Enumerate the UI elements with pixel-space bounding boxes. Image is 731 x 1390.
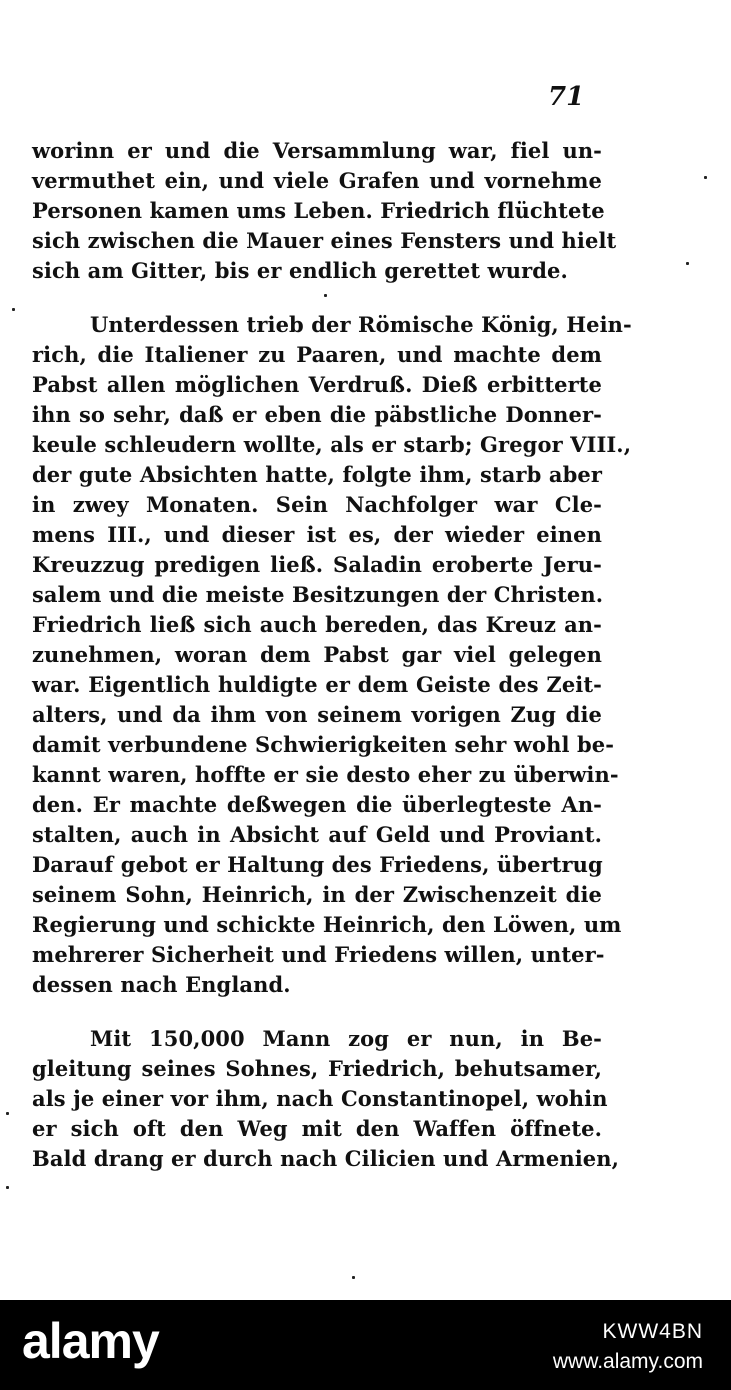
text-line: gleitung seines Sohnes, Friedrich, behutsamer, [32,1056,602,1081]
text-line: keule schleudern wollte, als er starb; Gregor VIII., [32,432,632,457]
text-line: mehrerer Sicherheit und Friedens willen, unter- [32,942,605,967]
text-line: vermuthet ein, und viele Grafen und vornehme [32,168,602,193]
watermark-footer [0,1300,731,1390]
text-line: dessen nach England. [32,972,291,997]
text-line: sich am Gitter, bis er endlich gerettet wurde. [32,258,568,283]
print-speck [324,294,327,297]
print-speck [704,176,707,179]
text-line: Mit 150,000 Mann zog er nun, in Be- [90,1026,602,1051]
watermark-url: www.alamy.com [552,1350,703,1373]
text-line: als je einer vor ihm, nach Constantinopel, wohin [32,1086,608,1111]
print-speck [12,308,15,311]
text-line: rich, die Italiener zu Paaren, und machte dem [32,342,602,367]
text-line: ihn so sehr, daß er eben die päbstliche Donner- [32,402,602,427]
text-line: er sich oft den Weg mit den Waffen öffnete. [32,1116,602,1141]
text-line: Personen kamen ums Leben. Friedrich flüchtete [32,198,605,223]
text-line: Darauf gebot er Haltung des Friedens, übertrug [32,852,603,877]
print-speck [686,262,689,265]
text-line: war. Eigentlich huldigte er dem Geiste des Zeit- [32,672,602,697]
text-line: sich zwischen die Mauer eines Fensters und hielt [32,228,617,253]
text-line: Friedrich ließ sich auch bereden, das Kreuz an- [32,612,602,637]
text-line: der gute Absichten hatte, folgte ihm, starb aber [32,462,602,487]
text-line: den. Er machte deßwegen die überlegteste An- [32,792,602,817]
text-line: Regierung und schickte Heinrich, den Löwen, um [32,912,622,937]
text-line: mens III., und dieser ist es, der wieder einen [32,522,602,547]
text-line: zunehmen, woran dem Pabst gar viel gelegen [32,642,602,667]
text-line: alters, und da ihm von seinem vorigen Zug die [32,702,602,727]
text-line: Unterdessen trieb der Römische König, Hein- [90,312,632,337]
print-speck [6,1112,9,1115]
watermark-logo: alamy [22,1313,159,1369]
image-id: KWW4BN [602,1320,703,1343]
text-line: Pabst allen möglichen Verdruß. Dieß erbitterte [32,372,602,397]
text-line: worinn er und die Versammlung war, fiel un- [32,138,602,163]
text-line: stalten, auch in Absicht auf Geld und Proviant. [32,822,602,847]
text-line: Kreuzzug predigen ließ. Saladin eroberte Jeru- [32,552,602,577]
text-line: damit verbundene Schwierigkeiten sehr wohl be- [32,732,615,757]
print-speck [352,1276,355,1279]
text-line: salem und die meiste Besitzungen der Christen. [32,582,604,607]
print-speck [6,1186,9,1189]
text-line: seinem Sohn, Heinrich, in der Zwischenzeit die [32,882,602,907]
text-line: kannt waren, hoffte er sie desto eher zu überwin- [32,762,619,787]
text-line: Bald drang er durch nach Cilicien und Armenien, [32,1146,620,1171]
text-line: in zwey Monaten. Sein Nachfolger war Cle- [32,492,602,517]
page-number: 71 [548,82,585,112]
